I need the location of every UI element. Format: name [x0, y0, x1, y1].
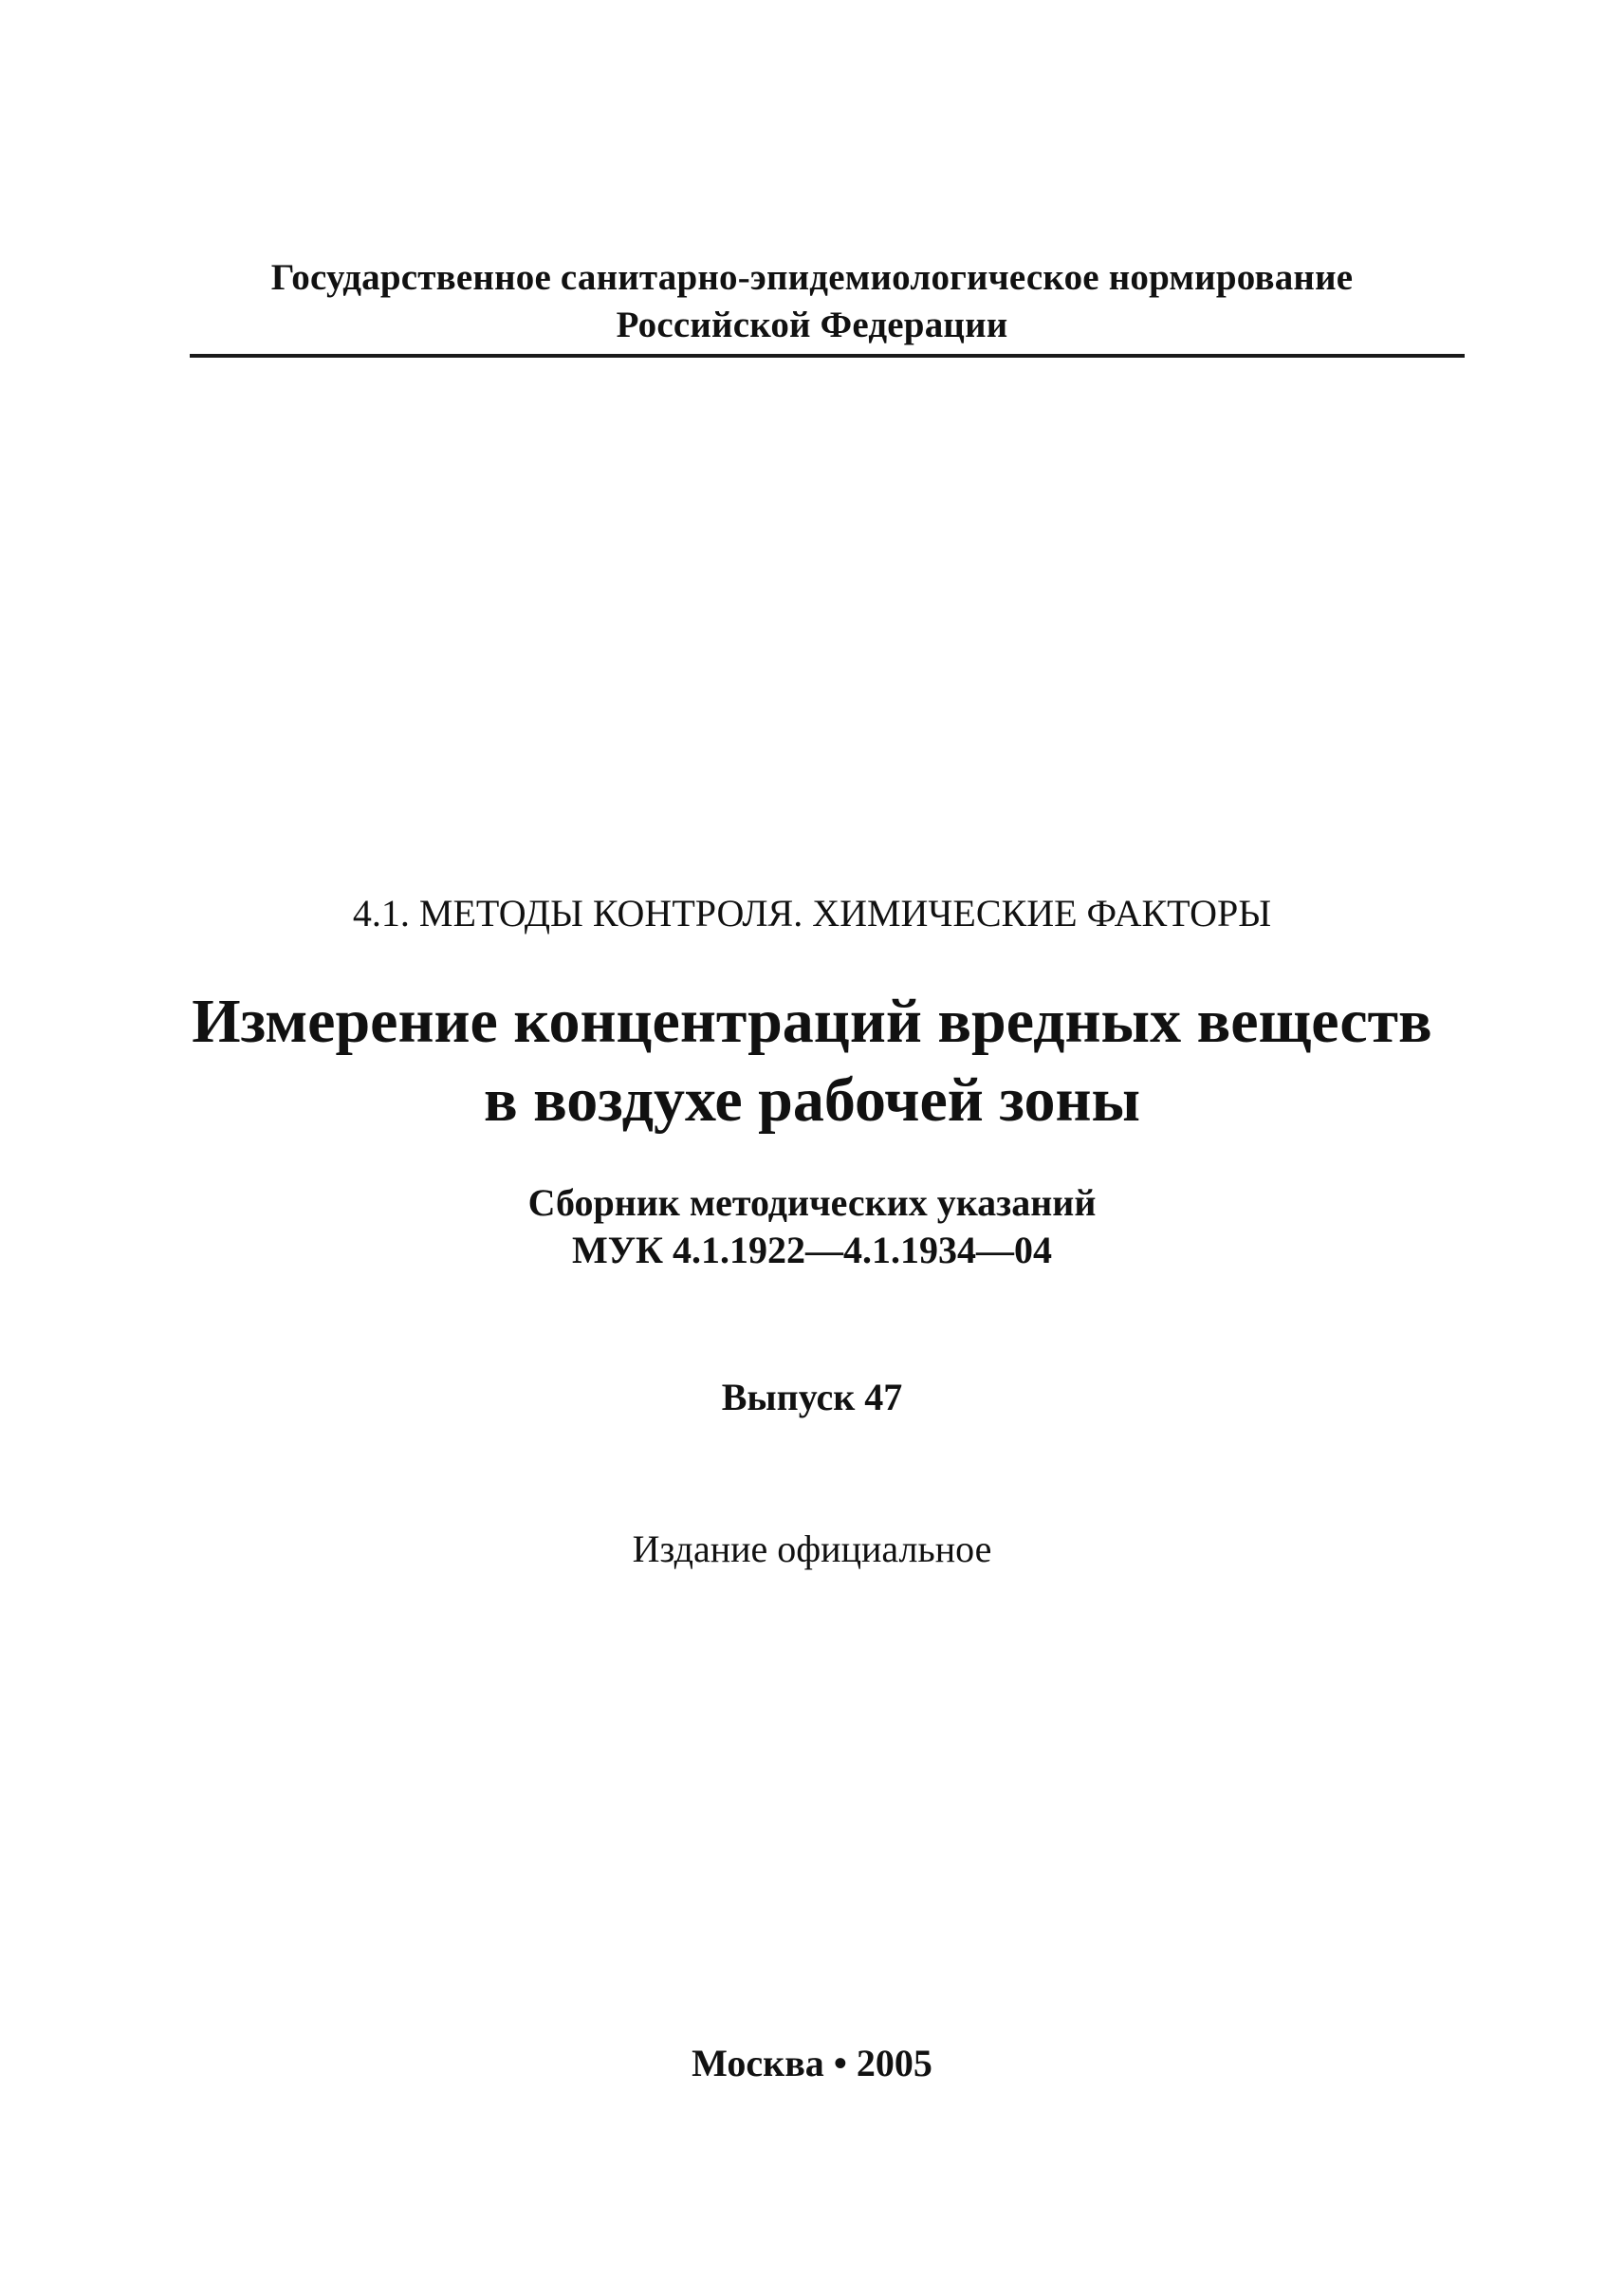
document-title	[0, 982, 1624, 1139]
header-line-1: Государственное санитарно-эпидемиологическое нормирование	[270, 257, 1354, 298]
document-subtitle	[0, 1179, 1624, 1274]
title-line-1: Измерение концентраций вредных веществ	[192, 987, 1432, 1056]
edition-text: Издание официальное	[632, 1528, 992, 1570]
subtitle-line-2: МУК 4.1.1922—4.1.1934—04	[571, 1229, 1053, 1271]
header-divider	[190, 354, 1465, 358]
series-heading	[0, 890, 1624, 937]
issue-text: Выпуск 47	[721, 1376, 903, 1418]
imprint-separator: •	[833, 2042, 847, 2084]
title-line-2: в воздухе рабочей зоны	[483, 1065, 1141, 1135]
issue-number	[0, 1374, 1624, 1421]
series-text: 4.1. МЕТОДЫ КОНТРОЛЯ. ХИМИЧЕСКИЕ ФАКТОРЫ	[352, 892, 1272, 935]
subtitle-line-1: Сборник методических указаний	[527, 1181, 1097, 1224]
publication-imprint	[0, 2040, 1624, 2087]
imprint-city: Москва	[692, 2042, 824, 2084]
edition-note	[0, 1526, 1624, 1573]
issuing-authority-header	[0, 254, 1624, 349]
header-line-2: Российской Федерации	[616, 305, 1008, 345]
imprint-year: 2005	[856, 2042, 932, 2084]
